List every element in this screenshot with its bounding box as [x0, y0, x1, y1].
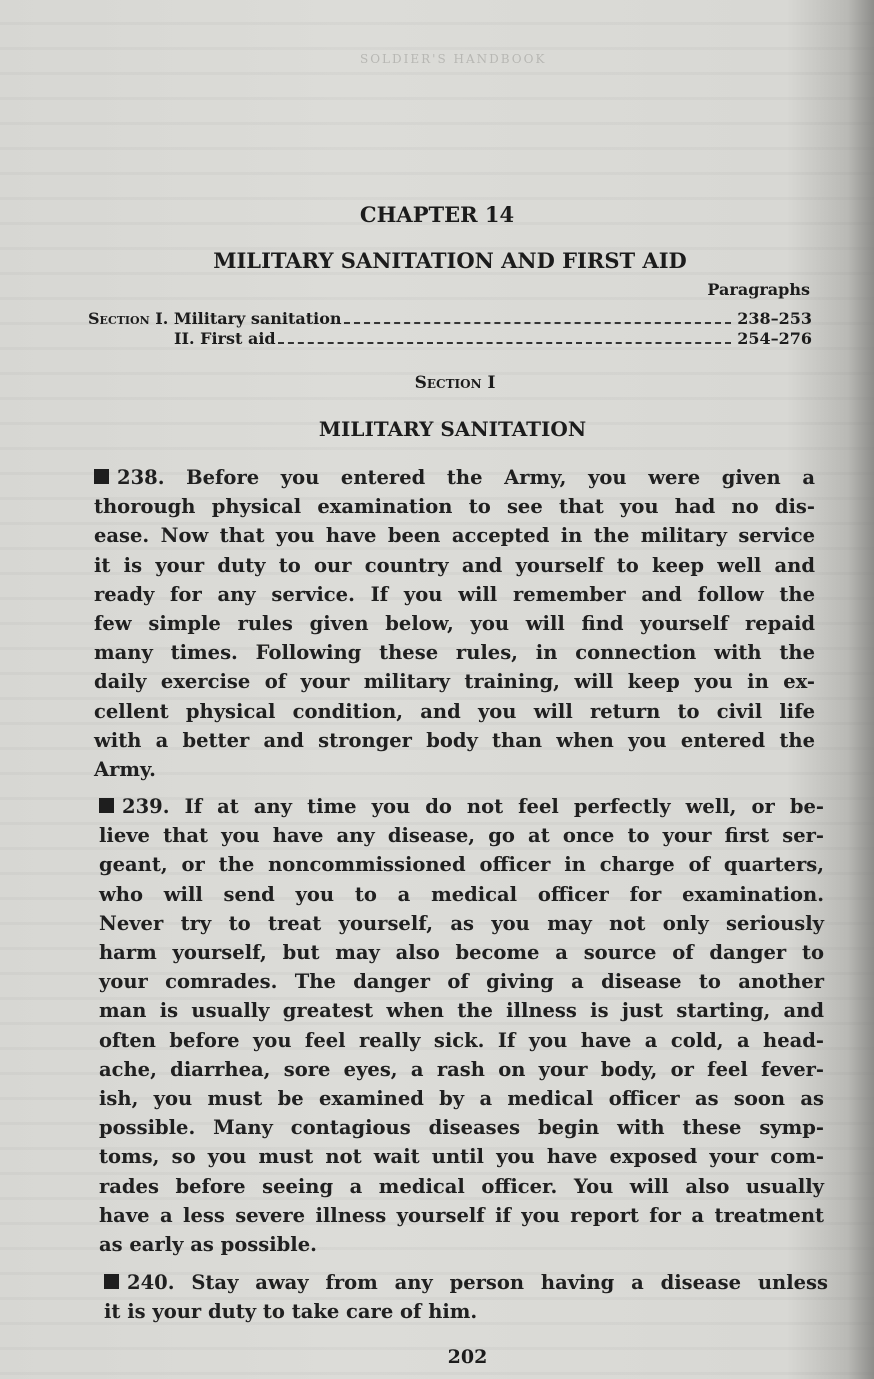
text-line: it is your duty to take care of him.	[104, 1300, 478, 1324]
section-label: Section I	[414, 373, 496, 393]
toc-row-text: I. Military sanitation	[155, 309, 342, 328]
toc-row-first-aid	[174, 329, 812, 348]
dot-leader	[344, 322, 732, 324]
text-line: rades before seeing a medical officer. You will also usually	[99, 1174, 824, 1198]
text-line: 239. If at any time you do not feel perfectly well, or be-	[99, 792, 824, 821]
text-line: thorough physical examination to see that you had no dis-	[94, 495, 815, 519]
text-line: daily exercise of your military training, will keep you in ex-	[94, 670, 815, 694]
text-line: your comrades. The danger of giving a disease to another	[99, 970, 824, 994]
text-line: 240. Stay away from any person having a disease unless	[104, 1268, 828, 1297]
text-line: ease. Now that you have been accepted in the military service	[94, 524, 815, 548]
dot-leader	[278, 342, 732, 344]
running-head: SOLDIER'S HANDBOOK	[360, 52, 547, 66]
toc-row-range: 254–276	[737, 329, 812, 348]
toc-row-range: 238–253	[737, 309, 812, 328]
text-line: many times. Following these rules, in connection with the	[94, 641, 815, 665]
text-line: 238. Before you entered the Army, you were given a	[94, 463, 815, 492]
text-line: ish, you must be examined by a medical officer as soon as	[99, 1087, 824, 1111]
paragraph-238	[94, 463, 815, 784]
text-line: who will send you to a medical officer for examination.	[99, 882, 824, 906]
text-line: have a less severe illness yourself if you report for a treatment	[99, 1203, 824, 1227]
paragraph-mark-icon	[99, 798, 114, 813]
paragraph-number: 238.	[117, 466, 165, 489]
paragraph-240	[104, 1268, 828, 1326]
text-line: geant, or the noncommissioned officer in charge of quarters,	[99, 853, 824, 877]
paragraph-239	[99, 792, 824, 1259]
text-line: ache, diarrhea, sore eyes, a rash on your body, or feel fever-	[99, 1057, 824, 1081]
toc-row-military-sanitation	[88, 309, 812, 328]
paragraph-mark-icon	[104, 1274, 119, 1289]
text-line: possible. Many contagious diseases begin with these symp-	[99, 1116, 824, 1140]
section-title: MILITARY SANITATION	[318, 417, 587, 441]
toc-header: Paragraphs	[707, 280, 810, 299]
text-line: ready for any service. If you will remember and follow the	[94, 582, 815, 606]
paragraph-mark-icon	[94, 469, 109, 484]
paragraph-number: 239.	[122, 795, 170, 818]
toc-row-label	[88, 309, 342, 328]
text-line: lieve that you have any disease, go at once to your first ser-	[99, 824, 824, 848]
toc-row-prefix: Section	[88, 309, 150, 328]
text-line: toms, so you must not wait until you have exposed your com-	[99, 1145, 824, 1169]
text-line: Never try to treat yourself, as you may not only seriously	[99, 911, 824, 935]
text-line: as early as possible.	[99, 1233, 317, 1257]
text-line: man is usually greatest when the illness is just starting, and	[99, 999, 824, 1023]
toc-row-text: II. First aid	[174, 329, 276, 348]
text-line: Army.	[94, 758, 156, 782]
text-line: cellent physical condition, and you will return to civil life	[94, 699, 815, 723]
text-line: often before you feel really sick. If you have a cold, a head-	[99, 1028, 824, 1052]
chapter-title: MILITARY SANITATION AND FIRST AID	[213, 248, 687, 273]
text-line: few simple rules given below, you will find yourself repaid	[94, 612, 815, 636]
text-line: it is your duty to our country and yourself to keep well and	[94, 553, 815, 577]
chapter-label: CHAPTER 14	[359, 202, 515, 227]
paragraph-number: 240.	[127, 1271, 175, 1294]
text-line: harm yourself, but may also become a source of danger to	[99, 941, 824, 965]
page-number: 202	[447, 1346, 488, 1368]
text-line: with a better and stronger body than when you entered the	[94, 728, 815, 752]
